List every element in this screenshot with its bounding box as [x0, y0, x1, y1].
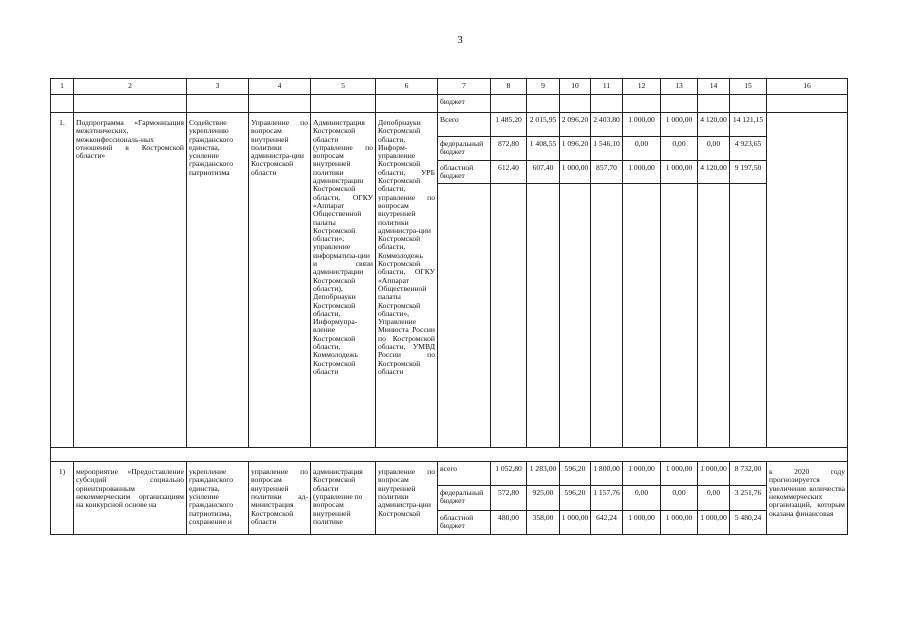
header-cell: 7 [438, 79, 491, 95]
amount-cell: 1 000,00 [623, 462, 661, 486]
amount-cell: 2 096,20 [560, 113, 591, 137]
amount-cell: 1 000,00 [661, 462, 698, 486]
table-row [51, 462, 848, 486]
total-cell: 9 197,50 [730, 160, 767, 184]
participants-cell: Депобрнауки Костромской области, Информ-управление Костромской области, УРБ Костромской области, управление по вопросам внутренней политики администра-ции Костромской области, Коммолодежь Костромской области, ОГКУ «Аппарат Общественной палаты Костромской области», Управление Минюста России по Костромской области, УМВД России по Костромской области [376, 113, 438, 448]
responsible-cell: управление по вопросам внутренней политики ад-министрация Костромской области [249, 462, 311, 535]
header-cell: 1 [51, 79, 74, 95]
amount-cell: 872,80 [491, 137, 527, 161]
amount-cell: 1 485,20 [491, 113, 527, 137]
amount-cell: 4 120,00 [698, 160, 730, 184]
header-row [51, 79, 848, 95]
amount-cell: 1 000,00 [661, 511, 698, 535]
amount-cell: 480,00 [491, 511, 527, 535]
amount-cell: 4 120,00 [698, 113, 730, 137]
total-cell: 8 732,00 [730, 462, 767, 486]
block-separator [51, 448, 848, 462]
expected-result-cell: к 2020 году прогнозируется увеличение количества некоммерческих организаций, которым оказана финансовая [767, 462, 848, 535]
header-cell: 15 [730, 79, 767, 95]
program-name: мероприятие «Предоставление субсидий социально ориентированным некоммерческим организациям на конкурсной основе на [74, 462, 187, 535]
total-cell: 4 923,65 [730, 137, 767, 161]
header-cell: 9 [527, 79, 560, 95]
amount-cell: 1 000,00 [698, 462, 730, 486]
amount-cell: 1 000,00 [661, 113, 698, 137]
amount-cell: 612,40 [491, 160, 527, 184]
amount-cell: 1 000,00 [560, 160, 591, 184]
amount-cell: 607,40 [527, 160, 560, 184]
amount-cell: 1 000,00 [623, 160, 661, 184]
amount-cell: 358,00 [527, 511, 560, 535]
amount-cell: 1 000,00 [698, 511, 730, 535]
amount-cell: 0,00 [698, 137, 730, 161]
amount-cell: 1 096,20 [560, 137, 591, 161]
participants-cell: управление по вопросам внутренней политики администра-ции Костромской [376, 462, 438, 535]
amount-cell: 0,00 [623, 137, 661, 161]
amount-cell: 596,20 [560, 486, 591, 511]
amount-cell: 1 000,00 [623, 511, 661, 535]
amount-cell: 1 000,00 [623, 113, 661, 137]
table-row [51, 113, 848, 137]
amount-cell: 925,00 [527, 486, 560, 511]
amount-cell: 1 546,10 [591, 137, 623, 161]
header-cell: 14 [698, 79, 730, 95]
total-cell: 14 121,15 [730, 113, 767, 137]
program-name: Подпрограмма «Гармонизация межэтнических, межконфессиональ-ных отношений в Костромской области» [74, 113, 187, 448]
header-cell: 10 [560, 79, 591, 95]
funding-source-label: федеральный бюджет [438, 486, 491, 511]
coexecutors-cell: администрация Костромской области (управление по вопросам внутренней политике [311, 462, 376, 535]
funding-source-label: федеральный бюджет [438, 137, 491, 161]
amount-cell: 596,20 [560, 462, 591, 486]
coexecutors-cell: Администрация Костромской области (управление по вопросам внутренней политики администрации Костромской области, ОГКУ «Аппарат Общественной палаты Костромской области», управление информатиза-ции и связи администрации Костромской области), Депобрнауки Костромской области, Информупра-вление Костромской области, Коммолодежь Костромской области [311, 113, 376, 448]
header-cell: 5 [311, 79, 376, 95]
header-cell: 8 [491, 79, 527, 95]
amount-cell: 1 052,80 [491, 462, 527, 486]
amount-cell: 642,24 [591, 511, 623, 535]
total-cell: 3 251,76 [730, 486, 767, 511]
header-cell: 4 [249, 79, 311, 95]
header-cell: 13 [661, 79, 698, 95]
goal-cell: укрепление гражданского единства, усиление гражданского патриотизма, сохранение и [187, 462, 249, 535]
page-number: 3 [457, 34, 463, 46]
amount-cell: 1 000,00 [661, 160, 698, 184]
funding-source-label: областной бюджет [438, 511, 491, 535]
funding-source-label: всего [438, 462, 491, 486]
carry-over-budget-label: бюджет [438, 95, 491, 113]
amount-cell: 1 408,55 [527, 137, 560, 161]
amount-cell: 1 157,76 [591, 486, 623, 511]
result-cell [767, 113, 848, 448]
amount-cell: 0,00 [661, 486, 698, 511]
amount-cell: 2 403,80 [591, 113, 623, 137]
header-cell: 12 [623, 79, 661, 95]
header-cell: 3 [187, 79, 249, 95]
responsible-cell: Управление по вопросам внутренней политики администра-ции Костромской области [249, 113, 311, 448]
amount-cell: 1 000,00 [560, 511, 591, 535]
carry-over-row [51, 95, 848, 113]
row-index: 1. [51, 113, 74, 448]
amount-cell: 2 015,95 [527, 113, 560, 137]
header-cell: 11 [591, 79, 623, 95]
header-cell: 2 [74, 79, 187, 95]
budget-table [50, 78, 848, 535]
amount-cell: 0,00 [661, 137, 698, 161]
amount-cell: 572,80 [491, 486, 527, 511]
amount-cell: 857,70 [591, 160, 623, 184]
funding-source-label: областной бюджет [438, 160, 491, 184]
amount-cell: 1 283,00 [527, 462, 560, 486]
amount-cell: 1 800,00 [591, 462, 623, 486]
header-cell: 6 [376, 79, 438, 95]
funding-source-label: Всего [438, 113, 491, 137]
amount-cell: 0,00 [623, 486, 661, 511]
header-cell: 16 [767, 79, 848, 95]
total-cell: 5 480,24 [730, 511, 767, 535]
amount-cell: 0,00 [698, 486, 730, 511]
goal-cell: Содействие укреплению гражданского единства, усиление гражданского патриотизма [187, 113, 249, 448]
row-index: 1) [51, 462, 74, 535]
